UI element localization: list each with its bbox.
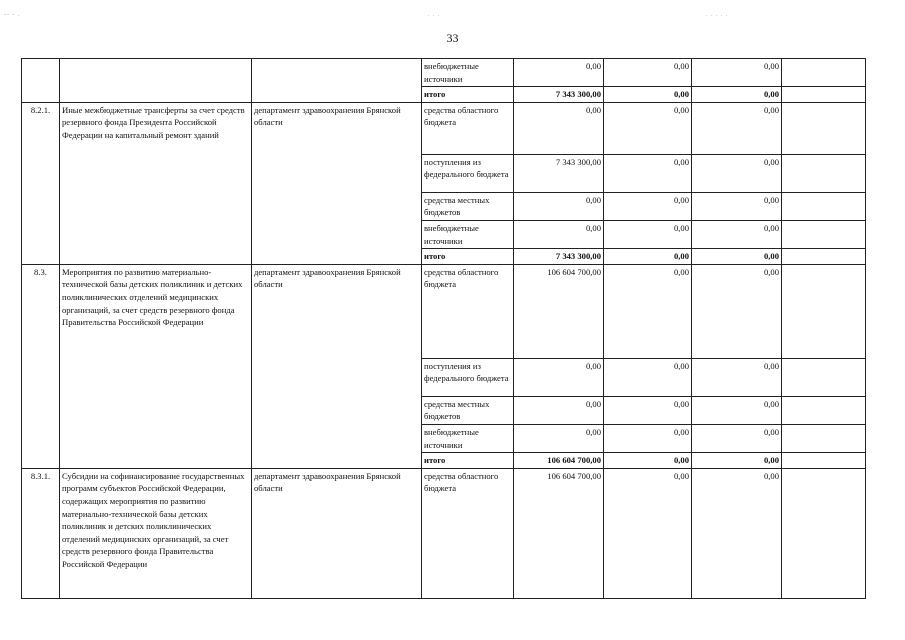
empty-cell bbox=[782, 358, 866, 396]
funding-source: средства областного бюджета bbox=[422, 468, 514, 598]
funding-source: средства областного бюджета bbox=[422, 264, 514, 358]
empty-cell bbox=[782, 192, 866, 220]
amount-col-2: 0,00 bbox=[604, 87, 692, 103]
amount-col-1: 7 343 300,00 bbox=[514, 249, 604, 265]
amount-col-1: 7 343 300,00 bbox=[514, 87, 604, 103]
amount-col-2: 0,00 bbox=[604, 468, 692, 598]
page-number: 33 bbox=[446, 31, 459, 45]
funding-source: внебюджетные источники bbox=[422, 424, 514, 452]
funding-source: итого bbox=[422, 453, 514, 469]
empty-cell bbox=[782, 249, 866, 265]
funding-source: средства местных бюджетов bbox=[422, 396, 514, 424]
amount-col-1: 0,00 bbox=[514, 424, 604, 452]
amount-col-3: 0,00 bbox=[692, 102, 782, 154]
amount-col-1: 106 604 700,00 bbox=[514, 264, 604, 358]
funding-source: поступления из федерального бюджета bbox=[422, 358, 514, 396]
empty-cell bbox=[782, 87, 866, 103]
table-row bbox=[22, 468, 866, 598]
amount-col-2: 0,00 bbox=[604, 358, 692, 396]
amount-col-1: 0,00 bbox=[514, 192, 604, 220]
amount-col-1: 0,00 bbox=[514, 396, 604, 424]
empty-cell bbox=[782, 424, 866, 452]
amount-col-3: 0,00 bbox=[692, 249, 782, 265]
empty-cell bbox=[782, 59, 866, 87]
item-executor: департамент здравоохранения Брянской области bbox=[252, 102, 422, 264]
empty-cell bbox=[782, 453, 866, 469]
amount-col-3: 0,00 bbox=[692, 87, 782, 103]
amount-col-3: 0,00 bbox=[692, 396, 782, 424]
amount-col-1: 0,00 bbox=[514, 59, 604, 87]
table-row bbox=[22, 264, 866, 358]
amount-col-3: 0,00 bbox=[692, 192, 782, 220]
amount-col-2: 0,00 bbox=[604, 59, 692, 87]
amount-col-3: 0,00 bbox=[692, 468, 782, 598]
empty-cell bbox=[782, 468, 866, 598]
amount-col-1: 0,00 bbox=[514, 102, 604, 154]
scan-artifact: . . . bbox=[428, 12, 441, 18]
amount-col-3: 0,00 bbox=[692, 220, 782, 248]
item-executor bbox=[252, 59, 422, 103]
amount-col-3: 0,00 bbox=[692, 453, 782, 469]
item-name bbox=[60, 59, 252, 103]
amount-col-3: 0,00 bbox=[692, 154, 782, 192]
funding-source: внебюджетные источники bbox=[422, 59, 514, 87]
item-executor: департамент здравоохранения Брянской области bbox=[252, 468, 422, 598]
item-name: Мероприятия по развитию материально-технической базы детских поликлиник и детских поликлинических отделений медицинских организаций, за счет средств резервного фонда Правительства Российской Федерации bbox=[60, 264, 252, 468]
amount-col-2: 0,00 bbox=[604, 264, 692, 358]
amount-col-3: 0,00 bbox=[692, 424, 782, 452]
amount-col-2: 0,00 bbox=[604, 453, 692, 469]
budget-table bbox=[21, 58, 866, 599]
funding-source: поступления из федерального бюджета bbox=[422, 154, 514, 192]
empty-cell bbox=[782, 154, 866, 192]
amount-col-3: 0,00 bbox=[692, 358, 782, 396]
empty-cell bbox=[782, 102, 866, 154]
funding-source: итого bbox=[422, 249, 514, 265]
amount-col-1: 7 343 300,00 bbox=[514, 154, 604, 192]
amount-col-2: 0,00 bbox=[604, 249, 692, 265]
amount-col-2: 0,00 bbox=[604, 154, 692, 192]
amount-col-2: 0,00 bbox=[604, 220, 692, 248]
funding-source: средства местных бюджетов bbox=[422, 192, 514, 220]
amount-col-1: 0,00 bbox=[514, 358, 604, 396]
item-executor: департамент здравоохранения Брянской области bbox=[252, 264, 422, 468]
amount-col-1: 106 604 700,00 bbox=[514, 468, 604, 598]
funding-source: итого bbox=[422, 87, 514, 103]
funding-source: внебюджетные источники bbox=[422, 220, 514, 248]
item-code: 8.2.1. bbox=[22, 102, 60, 264]
scan-artifact: -- - . bbox=[4, 12, 21, 18]
item-name: Иные межбюджетные трансферты за счет средств резервного фонда Президента Российской Федерации на капитальный ремонт зданий bbox=[60, 102, 252, 264]
amount-col-2: 0,00 bbox=[604, 102, 692, 154]
table-row bbox=[22, 59, 866, 87]
item-code bbox=[22, 59, 60, 103]
item-code: 8.3. bbox=[22, 264, 60, 468]
amount-col-1: 106 604 700,00 bbox=[514, 453, 604, 469]
item-name: Субсидии на софинансирование государственных программ субъектов Российской Федерации, содержащих мероприятия по развитию материально-технической базы детских поликлиник и детских поликлинических отделений медицинских организаций, за счет средств резервного фонда Правительства Российской Федерации bbox=[60, 468, 252, 598]
empty-cell bbox=[782, 220, 866, 248]
amount-col-2: 0,00 bbox=[604, 424, 692, 452]
amount-col-3: 0,00 bbox=[692, 59, 782, 87]
item-code: 8.3.1. bbox=[22, 468, 60, 598]
amount-col-2: 0,00 bbox=[604, 396, 692, 424]
empty-cell bbox=[782, 264, 866, 358]
amount-col-2: 0,00 bbox=[604, 192, 692, 220]
table-row bbox=[22, 102, 866, 154]
amount-col-3: 0,00 bbox=[692, 264, 782, 358]
amount-col-1: 0,00 bbox=[514, 220, 604, 248]
funding-source: средства областного бюджета bbox=[422, 102, 514, 154]
empty-cell bbox=[782, 396, 866, 424]
scan-artifact: . . . . . bbox=[706, 12, 729, 18]
